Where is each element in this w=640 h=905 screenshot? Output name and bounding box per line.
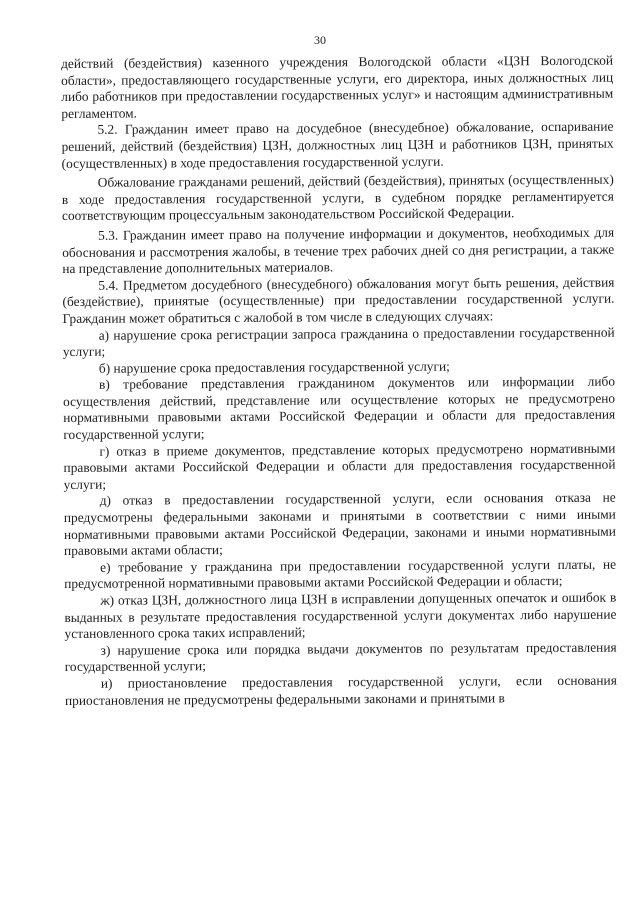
paragraph-appeal-court: Обжалование гражданами решений, действий (бездействия), принятых (осуществленных) в ходе предоставления государственной услуги, в судебном порядке регламентируется соответствующим процессуальным законодательством Российской Федерации. bbox=[61, 171, 614, 224]
list-item-zh: ж) отказ ЦЗН, должностного лица ЦЗН в исправлении допущенных опечаток и ошибок в выданных в результате предоставления государственной услуги документах либо нарушение установленного срока таких исправлений; bbox=[64, 589, 617, 642]
list-item-i: и) приостановление предоставления государственной услуги, если основания приостановления не предусмотрены федеральными законами и принятыми в bbox=[64, 672, 617, 708]
list-item-d: д) отказ в предоставлении государственной услуги, если основания отказа не предусмотрены федеральными законами и принятыми в соответствии с ними иными нормативными правовыми актами Российской Федерации, законами и иными нормативными правовыми актами области; bbox=[63, 490, 616, 559]
list-item-z: з) нарушение срока или порядка выдачи документов по результатам предоставления государственной услуги; bbox=[64, 639, 617, 675]
list-item-b: б) нарушение срока предоставления государственной услуги; bbox=[98, 358, 450, 376]
paragraph-5-4: 5.4. Предметом досудебного (внесудебного) обжалования могут быть решения, действия (бездействие), принятые (осуществленные) при предоставлении государственной услуги. Гражданин может обратиться с жалобой в том числе в следующих случаях: bbox=[62, 274, 615, 326]
list-item-v: в) требование представления гражданином документов или информации либо осуществления действий, представление или осуществление которых не предусмотрено нормативными правовыми актами Российской Федерации и области для предоставления государственной услуги; bbox=[63, 373, 616, 443]
paragraph-5-3: 5.3. Гражданин имеет право на получение информации и документов, необходимых для обоснования и рассмотрения жалобы, в течение трех рабочих дней со дня регистрации, а также на представление дополнительных материалов. bbox=[62, 224, 615, 277]
list-item-e: е) требование у гражданина при предоставлении государственной услуги платы, не предусмотренной нормативными правовыми актами Российской Федерации и области; bbox=[64, 556, 617, 592]
paragraph-5-2: 5.2. Гражданин имеет право на досудебное (внесудебное) обжалование, оспаривание решений, действий (бездействия) ЦЗН, должностных лиц ЦЗН и работников ЦЗН, принятых (осуществленных) в ходе предоставления государственной услуги. bbox=[61, 119, 614, 171]
list-item-g: г) отказ в приеме документов, представление которых предусмотрено нормативными правовыми актами Российской Федерации и области для предоставления государственной услуги; bbox=[63, 440, 616, 492]
page-number: 30 bbox=[314, 33, 326, 47]
document-body bbox=[61, 53, 617, 710]
paragraph-continuation: действий (бездействия) казенного учреждения Вологодской области «ЦЗН Вологодской области», предоставляющего государственные услуги, его директора, иных должностных лиц либо работников при предоставлении государственных услуг» и настоящим административным регламентом. bbox=[61, 52, 614, 121]
list-item-a: а) нарушение срока регистрации запроса гражданина о предоставлении государственной услуги; bbox=[62, 324, 615, 360]
